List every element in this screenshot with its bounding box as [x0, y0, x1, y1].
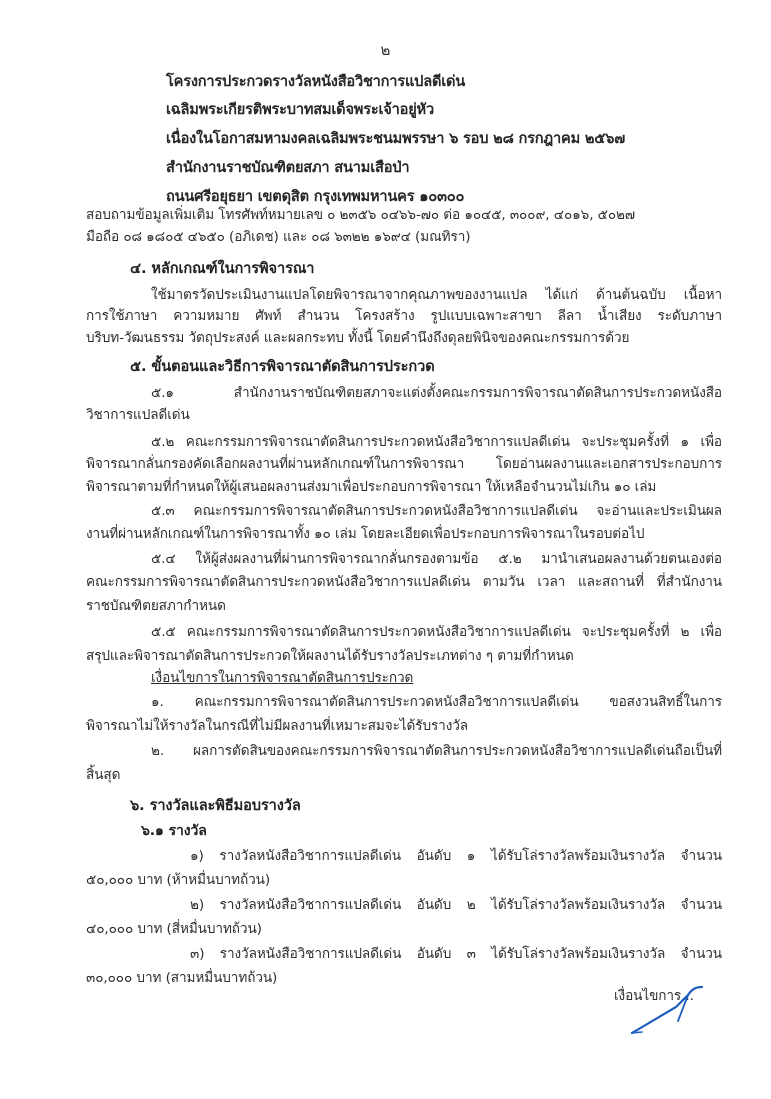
header-dedication: เฉลิมพระเกียรติพระบาทสมเด็จพระเจ้าอยู่หัว [166, 101, 434, 118]
continuation-marker: เงื่อนไขการ... [614, 988, 694, 1004]
section-4-heading: ๔. หลักเกณฑ์ในการพิจารณา [130, 260, 315, 277]
item-5-4: ราชบัณฑิตยสภากำหนด [86, 598, 226, 614]
item-5-3: ๕.๓ คณะกรรมการพิจารณาตัดสินการประกวดหนังสือวิชาการแปลดีเด่น จะอ่านและประเมินผล [151, 503, 722, 519]
item-5-3: งานที่ผ่านหลักเกณฑ์ในการพิจารณาทั้ง ๑๐ เล่ม โดยละเอียดเพื่อประกอบการพิจารณาในรอบต่อไป [86, 526, 645, 542]
item-5-1: วิชาการแปลดีเด่น [86, 407, 190, 423]
item-5-4: คณะกรรมการพิจารณาตัดสินการประกวดหนังสือวิชาการแปลดีเด่น ตามวัน เวลา และสถานที่ ที่สำนักงาน [86, 574, 722, 590]
item-5-5: สรุปและพิจารณาตัดสินการประกวดให้ผลงานได้รับรางวัลประเภทต่าง ๆ ตามที่กำหนด [86, 648, 574, 664]
condition-2: ๒. ผลการตัดสินของคณะกรรมการพิจารณาตัดสินการประกวดหนังสือวิชาการแปลดีเด่นถือเป็นที่ [151, 743, 722, 759]
award-3: ๓) รางวัลหนังสือวิชาการแปลดีเด่น อันดับ ๓ ได้รับโล่รางวัลพร้อมเงินรางวัล จำนวน [190, 946, 722, 962]
section-6-heading: ๖. รางวัลและพิธีมอบรางวัล [130, 797, 301, 814]
item-5-1: ๕.๑ สำนักงานราชบัณฑิตยสภาจะแต่งตั้งคณะกรรมการพิจารณาตัดสินการประกวดหนังสือ [151, 385, 722, 401]
conditions-heading: เงื่อนไขการในการพิจารณาตัดสินการประกวด [151, 670, 414, 686]
condition-1: พิจารณาไม่ให้รางวัลในกรณีที่ไม่มีผลงานที่เหมาะสมจะได้รับรางวัล [86, 718, 469, 734]
signature-icon [630, 985, 714, 1037]
award-3-amount: ๓๐,๐๐๐ บาท (สามหมื่นบาทถ้วน) [86, 970, 278, 986]
item-5-2: ๕.๒ คณะกรรมการพิจารณาตัดสินการประกวดหนังสือวิชาการแปลดีเด่น จะประชุมครั้งที่ ๑ เพื่อ [151, 434, 722, 450]
section-4-text: ใช้มาตรวัดประเมินงานแปลโดยพิจารณาจากคุณภาพของงานแปล ได้แก่ ด้านต้นฉบับ เนื้อหา [151, 287, 722, 303]
contact-phone: สอบถามข้อมูลเพิ่มเติม โทรศัพท์หมายเลข ๐ ๒๓๕๖ ๐๔๖๖-๗๐ ต่อ ๑๐๔๕, ๓๐๐๙, ๔๐๑๖, ๕๐๒๗ [86, 207, 636, 223]
item-5-2: พิจารณาตามที่กำหนดให้ผู้เสนอผลงานส่งมาเพื่อประกอบการพิจารณา ให้เหลือจำนวนไม่เกิน ๑๐ เล่ม [86, 479, 657, 495]
header-occasion: เนื่องในโอกาสมหามงคลเฉลิมพระชนมพรรษา ๖ รอบ ๒๘ กรกฎาคม ๒๕๖๗ [166, 130, 625, 147]
header-project-title: โครงการประกวดรางวัลหนังสือวิชาการแปลดีเด่น [166, 73, 466, 90]
award-1-amount: ๕๐,๐๐๐ บาท (ห้าหมื่นบาทถ้วน) [86, 872, 271, 888]
award-2: ๒) รางวัลหนังสือวิชาการแปลดีเด่น อันดับ ๒ ได้รับโล่รางวัลพร้อมเงินรางวัล จำนวน [190, 897, 722, 913]
section-6-1-heading: ๖.๑ รางวัล [141, 823, 207, 839]
award-1: ๑) รางวัลหนังสือวิชาการแปลดีเด่น อันดับ ๑ ได้รับโล่รางวัลพร้อมเงินรางวัล จำนวน [190, 848, 722, 864]
item-5-4: ๕.๔ ให้ผู้ส่งผลงานที่ผ่านการพิจารณากลั่นกรองตามข้อ ๕.๒ มานำเสนอผลงานด้วยตนเองต่อ [151, 551, 722, 567]
section-4-text: บริบท-วัฒนธรรม วัตถุประสงค์ และผลกระทบ ทั้งนี้ โดยคำนึงถึงดุลยพินิจของคณะกรรมการด้วย [86, 330, 630, 346]
section-5-heading: ๕. ขั้นตอนและวิธีการพิจารณาตัดสินการประกวด [130, 358, 435, 375]
page-number: ๒ [380, 41, 391, 59]
section-4-text: การใช้ภาษา ความหมาย ศัพท์ สำนวน โครงสร้าง รูปแบบเฉพาะสาขา ลีลา น้ำเสียง ระดับภาษา [86, 308, 722, 324]
header-office: สำนักงานราชบัณฑิตยสภา สนามเสือป่า [166, 159, 410, 176]
condition-1: ๑. คณะกรรมการพิจารณาตัดสินการประกวดหนังสือวิชาการแปลดีเด่น ขอสงวนสิทธิ์ในการ [151, 694, 722, 710]
item-5-2: พิจารณากลั่นกรองคัดเลือกผลงานที่ผ่านหลักเกณฑ์ในการพิจารณา โดยอ่านผลงานและเอกสารประกอบการ [86, 456, 722, 472]
award-2-amount: ๔๐,๐๐๐ บาท (สี่หมื่นบาทถ้วน) [86, 921, 262, 937]
item-5-5: ๕.๕ คณะกรรมการพิจารณาตัดสินการประกวดหนังสือวิชาการแปลดีเด่น จะประชุมครั้งที่ ๒ เพื่อ [151, 624, 722, 640]
condition-2: สิ้นสุด [86, 767, 121, 783]
contact-mobile: มือถือ ๐๘ ๑๘๐๕ ๔๖๕๐ (อภิเดช) และ ๐๘ ๖๓๒๒ ๑๖๙๔ (มณทิรา) [86, 229, 471, 245]
header-address: ถนนศรีอยุธยา เขตดุสิต กรุงเทพมหานคร ๑๐๓๐๐ [166, 188, 465, 205]
